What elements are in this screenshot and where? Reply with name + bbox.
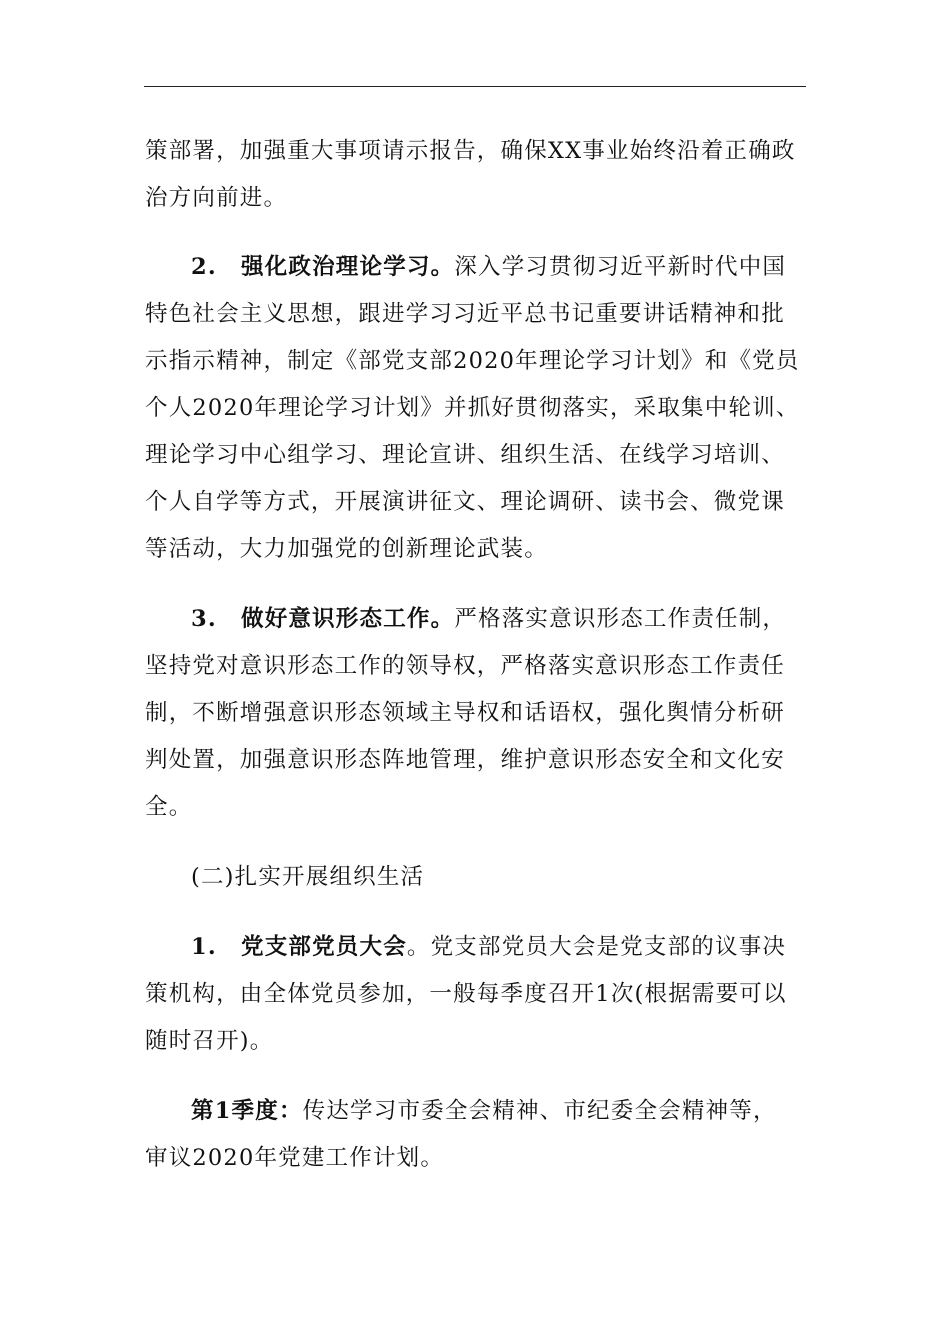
text-line: 个人2020年理论学习计划》并抓好贯彻落实，采取集中轮训、 xyxy=(145,395,800,421)
item-text: 严格落实意识形态工作责任制， xyxy=(454,606,787,632)
text-line xyxy=(145,924,805,971)
item-text: 。党支部党员大会是党支部的议事决 xyxy=(406,934,787,960)
header-rule xyxy=(144,86,806,87)
item-heading: 强化政治理论学习。 xyxy=(241,254,455,280)
paragraph-party-meeting xyxy=(145,924,805,1065)
item-number: 3. xyxy=(191,606,217,632)
text-line: 治方向前进。 xyxy=(145,185,288,211)
text-line: 等活动，大力加强党的创新理论武装。 xyxy=(145,536,548,562)
item-text: 传达学习市委全会精神、市纪委全会精神等， xyxy=(302,1098,777,1124)
text-line: 策部署，加强重大事项请示报告，确保XX事业始终沿着正确政 xyxy=(145,138,796,164)
item-heading: 党支部党员大会 xyxy=(241,934,407,960)
text-line: 审议2020年党建工作计划。 xyxy=(145,1145,445,1171)
text-line: 特色社会主义思想，跟进学习习近平总书记重要讲话精神和批 xyxy=(145,301,785,327)
text-line: 示指示精神，制定《部党支部2020年理论学习计划》和《党员 xyxy=(145,348,800,374)
item-heading: 第1季度： xyxy=(191,1098,303,1124)
text-line: 坚持党对意识形态工作的领导权，严格落实意识形态工作责任 xyxy=(145,653,785,679)
item-number: 1. xyxy=(191,934,217,960)
section-heading-text: (二)扎实开展组织生活 xyxy=(191,864,425,890)
text-line xyxy=(145,596,805,643)
text-line: 判处置，加强意识形态阵地管理，维护意识形态安全和文化安 xyxy=(145,747,785,773)
text-line: 理论学习中心组学习、理论宣讲、组织生活、在线学习培训、 xyxy=(145,442,785,468)
item-number: 2. xyxy=(191,254,217,280)
text-line xyxy=(145,244,805,291)
text-line: 制，不断增强意识形态领域主导权和话语权，强化舆情分析研 xyxy=(145,700,785,726)
paragraph-quarter-one xyxy=(145,1088,805,1182)
paragraph-continuation xyxy=(145,128,805,222)
item-heading: 做好意识形态工作。 xyxy=(241,606,455,632)
text-line: 策机构，由全体党员参加，一般每季度召开1次(根据需要可以 xyxy=(145,981,787,1007)
text-line xyxy=(145,1088,805,1135)
paragraph-political-theory xyxy=(145,244,805,573)
text-line: 全。 xyxy=(145,794,193,820)
document-body xyxy=(145,128,805,1205)
item-text: 深入学习贯彻习近平新时代中国 xyxy=(454,254,787,280)
section-heading xyxy=(145,854,805,901)
text-line: 个人自学等方式，开展演讲征文、理论调研、读书会、微党课 xyxy=(145,489,785,515)
paragraph-ideology-work xyxy=(145,596,805,831)
text-line: 随时召开)。 xyxy=(145,1028,274,1054)
